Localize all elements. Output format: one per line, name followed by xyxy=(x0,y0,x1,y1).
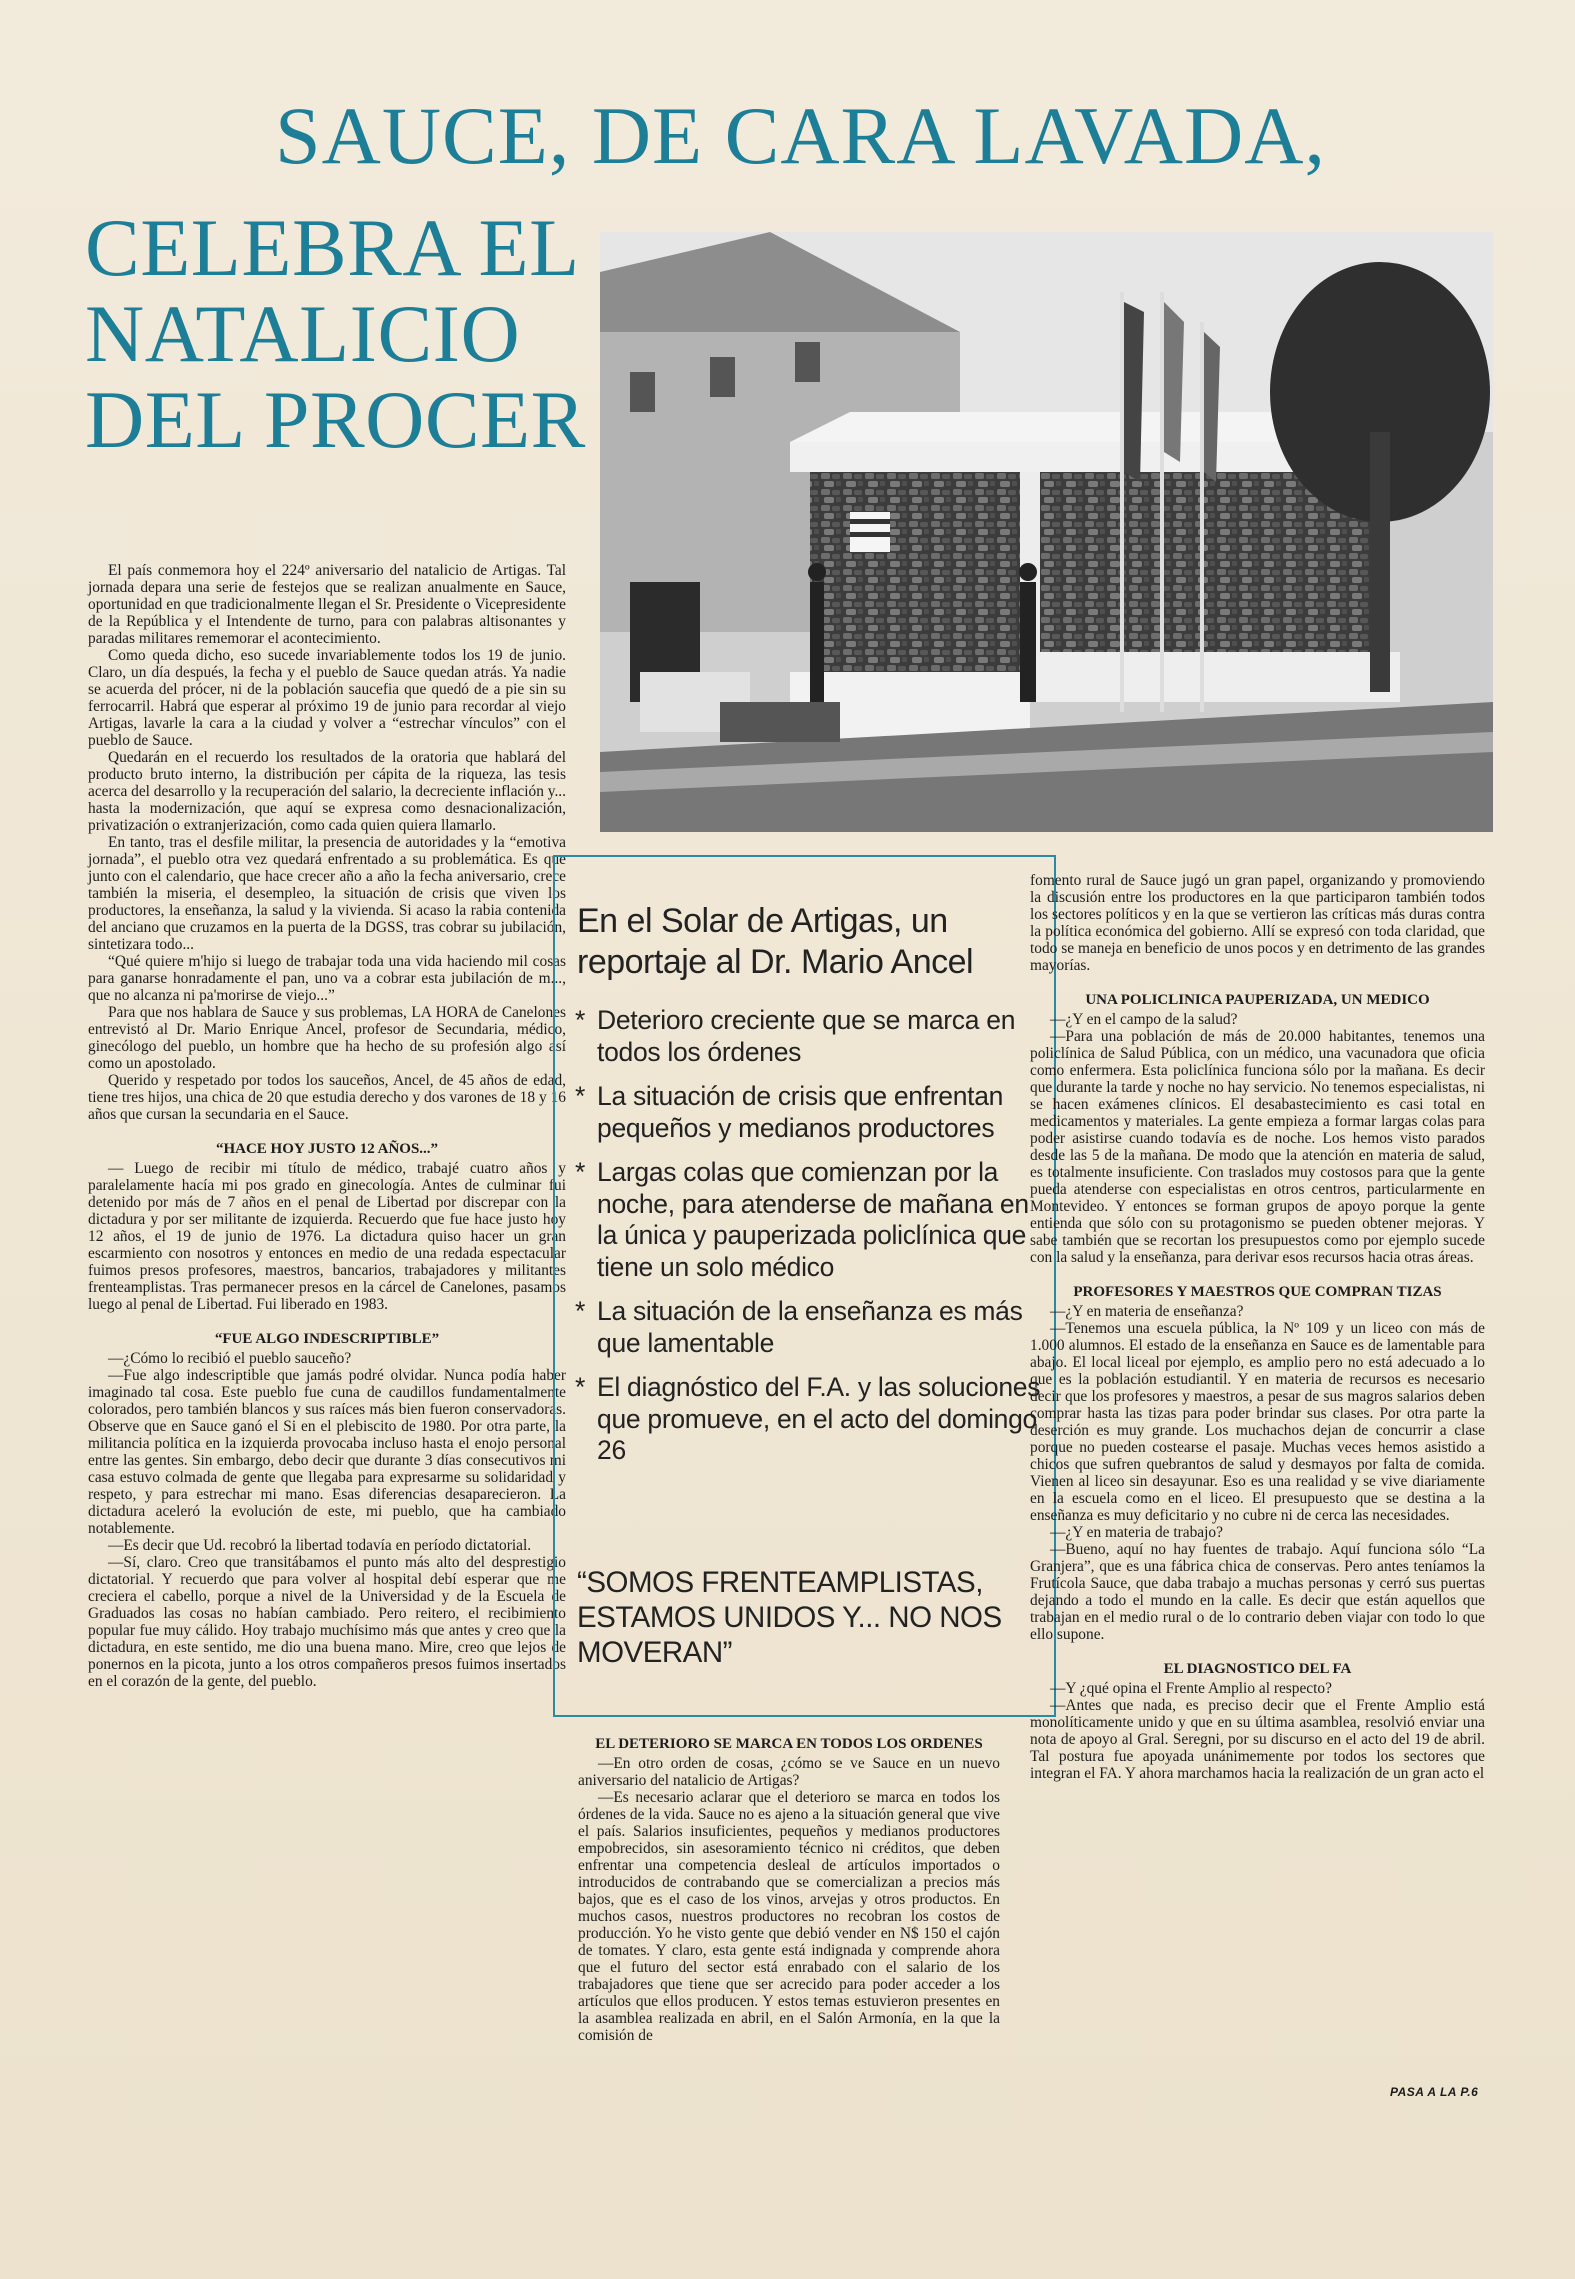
paragraph: —Tenemos una escuela pública, la Nº 109 y un liceo con más de 1.000 alumnos. El estado de la enseñanza en Sauce es de lamentable para abajo. El local liceal por ejemplo, es amplio pero no está adecuado a lo que es la población estudiantil. Y en materia de recursos es necesario decir que los profesores y maestros, a pesar de sus magros salarios deben comprar hasta las tizas para poder brindar sus clases. Por otra parte la deserción es muy grande. Los muchachos dejan de concurrir a clase porque no pueden costearse el pasaje. Muchas veces hemos asistido a chicos que sufren quebrantos de salud y desmayos por falta de comida. Vienen al liceo sin desayunar. Eso es una realidad y se vive diariamente en la escuela como en el liceo. El presupuesto que se destina a la enseñanza es muy deficitario y no cubre ni de cerca las necesidades. xyxy=(1030,1320,1485,1524)
paragraph: — Luego de recibir mi título de médico, trabajé cuatro años y paralelamente hacía mi pos grado en ginecología. Antes de culminar fui detenido por más de 7 años en el penal de Libertad por discrepar con la dictadura y por ser militante de izquierda. Recuerdo que fue hace justo hoy 12 años, el 19 de junio de 1976. La dictadura quiso hacer un gran escarmiento con nosotros y entonces en medio de una redada espectacular fuimos presos profesores, maestros, bancarios, trabajadores y militantes frenteamplistas. Tras permanecer presos en la cárcel de Canelones, pasamos luego al penal de Libertad. Fui liberado en 1983. xyxy=(88,1160,566,1313)
bullet-asterisk: * xyxy=(575,1372,586,1402)
headline-line-2: CELEBRA EL xyxy=(85,202,580,293)
bullet-asterisk: * xyxy=(575,1081,586,1111)
box-bullet-item: * El diagnóstico del F.A. y las soluciones que promueve, en el acto del domingo 26 xyxy=(575,1372,1041,1465)
subheading: UNA POLICLINICA PAUPERIZADA, UN MEDICO xyxy=(1085,992,1430,1008)
paragraph: Para que nos hablara de Sauce y sus problemas, LA HORA de Canelones entrevistó al Dr. Mario Enrique Ancel, profesor de Secundaria, médico, ginecólogo del pueblo, un hombre que ha hecho de su profesión algo así como un apostolado. xyxy=(88,1004,566,1072)
subheading: “FUE ALGO INDESCRIPTIBLE” xyxy=(214,1331,440,1347)
bullet-asterisk: * xyxy=(575,1005,586,1035)
paragraph: —Sí, claro. Creo que transitábamos el punto más alto del desprestigio dictatorial. Y recuerdo que para volver al hospital debí esperar que me creciera el cabello, porque a nivel de la Universidad y de la Escuela de Graduados las cosas no habían cambiado. Pero reitero, el recibimiento popular fue muy cálido. Hoy trabajo muchísimo más que antes y creo que la dictadura, en este sentido, me dio una buena mano. Mire, creo que lejos de ponernos en la picota, junto a los otros compañeros presos fuimos insertados en el corazón de la gente, del pueblo. xyxy=(88,1554,566,1690)
subheading: PROFESORES Y MAESTROS QUE COMPRAN TIZAS xyxy=(1073,1284,1442,1300)
paragraph: En tanto, tras el desfile militar, la presencia de autoridades y la “emotiva jornada”, el pueblo otra vez quedará enfrentado a su problemática. Es que junto con el calendario, que hace crecer año a año la fecha aniversario, crece también la miseria, el desempleo, la situación de crisis que viven los productores, la enseñanza, la salud y la vivienda. Si acaso la rabia contenida del anciano que cruzamos en la puerta de la DGSS, tras cobrar su jubilación, sintetizara todo... xyxy=(88,834,566,953)
box-title: En el Solar de Artigas, un reportaje al Dr. Mario Ancel xyxy=(577,902,974,981)
paragraph: —Y ¿qué opina el Frente Amplio al respecto? xyxy=(1050,1680,1332,1697)
paragraph: —Fue algo indescriptible que jamás podré olvidar. Nunca podía haber imaginado tal cosa. Este pueblo fue cuna de caudillos fundamentalmente colorados, pero también blancos y sus raíces más bien fueron conservadoras. Observe que en Sauce ganó el Si en el plebiscito de 1980. Por otra parte, la militancia política en la izquierda provocaba incluso hasta el enojo personal entre las gentes. Sin embargo, debo decir que durante 3 días consecutivos mi casa estuvo colmada de gente que llegaba para expresarme su solidaridad y respeto, y para estrechar mi mano. Esas diferencias desaparecieron. La dictadura aceleró la evolución de este, mi pueblo, que ha cambiado notablemente. xyxy=(88,1367,566,1537)
paragraph: —¿Y en materia de enseñanza? xyxy=(1050,1303,1244,1320)
headline-line-4: DEL PROCER xyxy=(85,374,586,466)
paragraph: —¿Y en el campo de la salud? xyxy=(1050,1011,1238,1028)
paragraph: “Qué quiere m'hijo si luego de trabajar toda una vida haciendo mil cosas para ganarse honradamente el pan, uno va a cobrar esta jubilación de m..., que no alcanza ni pa'morirse de viejo...” xyxy=(88,953,566,1004)
monument-photo-illustration xyxy=(600,232,1493,832)
paragraph: —¿Cómo lo recibió el pueblo sauceño? xyxy=(108,1350,352,1367)
paragraph: fomento rural de Sauce jugó un gran papel, organizando y promoviendo la discusión entre los productores en la que participaron también todos los sectores políticos y en la que se vertieron las críticas más duras contra la política económica del gobierno. Allí se expresó con toda claridad, que todo se maneja en beneficio de unos pocos y en detrimento de las grandes mayorías. xyxy=(1030,872,1485,974)
paragraph: —Para una población de más de 20.000 habitantes, tenemos una policlínica de Salud Pública, con un médico, una vacunadora que oficia como enfermera. Esta policlínica funciona sólo por la mañana. Es decir que durante la tarde y noche no hay servicio. No tenemos especialistas, ni se hacen exámenes clínicos. El desabastecimiento es casi total en medicamentos y materiales. La gente empieza a formar largas colas para poder asistirse cuando todavía es de noche. Los hemos visto parados desde las 5 de la mañana. De modo que la atención en materia de salud, es totalmente insuficiente. Con traslados muy costosos para que la gente pueda atenderse con especialistas en otros centros, particularmente en Montevideo. Y entonces se forman grupos de apoyo porque la gente entienda que sólo con su protagonismo se pueden obtener mejoras. Y sabe también que se recortan los presupuestos como por ejemplo sucede con la salud y la enseñanza, para derivar esos recursos hacia otras áreas. xyxy=(1030,1028,1485,1266)
bullet-asterisk: * xyxy=(575,1296,586,1326)
box-bullet-item: * La situación de crisis que enfrentan pequeños y medianos productores xyxy=(575,1081,1004,1143)
box-bullet-list xyxy=(575,1005,1045,1480)
article-column-1 xyxy=(88,562,566,1690)
paragraph: —Antes que nada, es preciso decir que el Frente Amplio está monolíticamente unido y que en su última asamblea, resolvió enviar una nota de apoyo al Gral. Seregni, por su discurso en el acto del 19 de abril. Tal postura fue apoyada unánimemente por todos los sectores que integran el FA. Y ahora marchamos hacia la realización de un gran acto el xyxy=(1030,1697,1485,1782)
subheading: EL DETERIORO SE MARCA EN TODOS LOS ORDENES xyxy=(595,1736,983,1752)
bullet-asterisk: * xyxy=(575,1157,586,1187)
paragraph: —¿Y en materia de trabajo? xyxy=(1050,1524,1223,1541)
article-column-2 xyxy=(578,1736,1000,2044)
paragraph: Como queda dicho, eso sucede invariablemente todos los 19 de junio. Claro, un día después, la fecha y el pueblo de Sauce quedan atrás. Ya nadie se acuerda del prócer, ni de la población saucefia que quedó de a pie sin su ferrocarril. Habrá que esperar al próximo 19 de junio para recordar al viejo Artigas, lavarle la cara a la ciudad y volver a “estrechar vínculos” con el pueblo de Sauce. xyxy=(88,647,566,749)
paragraph: —En otro orden de cosas, ¿cómo se ve Sauce en un nuevo aniversario del natalicio de Artigas? xyxy=(578,1755,1000,1789)
paragraph: Quedarán en el recuerdo los resultados de la oratoria que hablará del producto bruto interno, la distribución per cápita de la riqueza, las tesis acerca del desarrollo y la recuperación del salario, la decreciente inflación y... hasta la modernización, que aquí se expresa como desnacionalización, privatización o extranjerización, como cada quien quiera llamarlo. xyxy=(88,749,566,834)
box-bullet-item: * Deterioro creciente que se marca en todos los órdenes xyxy=(575,1005,1016,1067)
continued-on-page-note: PASA A LA P.6 xyxy=(1390,2085,1479,2099)
box-bullet-item: * Largas colas que comienzan por la noche, para atenderse de mañana en la única y pauperizada policlínica que tiene un solo médico xyxy=(575,1157,1029,1282)
subheading: EL DIAGNOSTICO DEL FA xyxy=(1163,1661,1352,1677)
sidebar-box xyxy=(553,855,1056,1717)
paragraph: Querido y respetado por todos los sauceños, Ancel, de 45 años de edad, tiene tres hijos, una chica de 20 que estudia derecho y dos varones de 18 y 16 años que cursan la secundaria en el Sauce. xyxy=(88,1072,566,1123)
subheading: “HACE HOY JUSTO 12 AÑOS...” xyxy=(215,1141,439,1157)
headline-line-1: SAUCE, DE CARA LAVADA, xyxy=(275,90,1326,181)
paragraph: El país conmemora hoy el 224º aniversario del natalicio de Artigas. Tal jornada depara una serie de festejos que se realizan anualmente en Sauce, oportunidad en que tradicionalmente llegan el Sr. Presidente o Vicepresidente de la República y el Intendente de turno, para con palabras altisonantes y paradas militares rememorar el acontecimiento. xyxy=(88,562,566,647)
paragraph: —Es necesario aclarar que el deterioro se marca en todos los órdenes de la vida. Sauce no es ajeno a la situación general que vive el país. Salarios insuficientes, pequeños y medianos productores empobrecidos, sin asesoramiento técnico ni créditos, que deben enfrentar una competencia desleal de artículos importados o introducidos de contrabando que se comercializan a precios más bajos, que es el caso de los vinos, arvejas y otros productos. En muchos casos, nuestros productores no recobran los costos de producción. Yo he visto gente que debió vender en N$ 150 el cajón de tomates. Y claro, esta gente está indignada y comprende ahora que el futuro del sector está enrabado con el salario de los trabajadores que tiene que ser acrecido para poder acceder a los artículos que ellos producen. Y estos temas estuvieron presentes en la asamblea realizada en abril, en el Salón Armonía, en la que la comisión de xyxy=(578,1789,1000,2044)
article-column-3 xyxy=(1030,872,1485,1782)
box-slogan: “SOMOS FRENTEAMPLISTAS, ESTAMOS UNIDOS Y... NO NOS MOVERAN” xyxy=(577,1566,1002,1669)
paragraph: —Es decir que Ud. recobró la libertad todavía en período dictatorial. xyxy=(108,1537,532,1554)
headline-line-3: NATALICIO xyxy=(85,288,521,380)
headline-block xyxy=(85,202,595,466)
paragraph: —Bueno, aquí no hay fuentes de trabajo. Aquí funciona sólo “La Granjera”, que es una fábrica chica de conservas. Pero antes teníamos la Frutícola Sauce, que daba trabajo a muchas personas y cerró sus puertas dejando a todo el mundo en la calle. Es decir que están aquellos que trabajan en el medio rural o de lo contrario deben viajar con todo lo que ello supone. xyxy=(1030,1541,1485,1643)
box-bullet-item: * La situación de la enseñanza es más que lamentable xyxy=(575,1296,1023,1358)
monument-photo xyxy=(600,232,1493,832)
